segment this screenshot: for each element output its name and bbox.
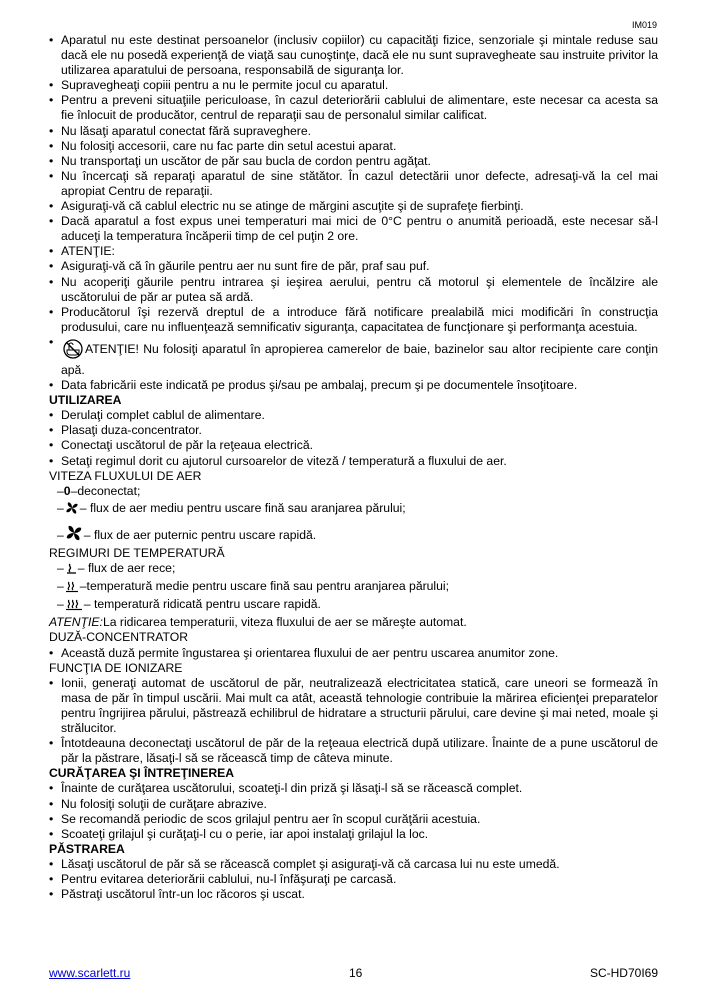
cleaning-item: • Înainte de curăţarea uscătorului, scoateţi-l din priză şi lăsaţi-l să se răcească complet.: [49, 781, 658, 796]
safety-item: • Dacă aparatul a fost expus unei temperaturi mai mici de 0°C pentru o anumită perioadă, este necesar să-l aduceţi la temperatura încăperii timp de cel puţin 2 ore.: [49, 214, 658, 244]
no-water-bath-icon: [61, 339, 85, 363]
safety-item: • Nu folosiţi accesorii, care nu fac parte din setul acestui aparat.: [49, 139, 658, 154]
temperature-cold-text: – flux de aer rece;: [77, 561, 176, 576]
storage-item: • Păstraţi uscătorul într-un loc răcoros şi uscat.: [49, 887, 658, 902]
model-number: SC-HD70I69: [589, 966, 658, 980]
fan-large-icon: [65, 524, 83, 546]
safety-item: • Pentru a preveni situaţiile periculoase, în cazul deteriorării cablului de alimentare, este necesar ca acesta sa fie înlocuit de producător, centrul de reparaţii sau de personalul similar calificat.: [49, 93, 658, 123]
dash: –: [57, 500, 64, 515]
storage-item: • Lăsaţi uscătorul de păr să se răcească complet şi asiguraţi-vă că carcasa lui nu este umedă.: [49, 857, 658, 872]
ionization-item: • Ionii, generaţi automat de uscătorul de păr, neutralizează electricitatea statică, care uneori se formează în masa de păr în timpul uscării. Mai mult ca atât, această tehnologie contribuie la mărirea eficienţei preparatelor pentru îngrijirea părului, păstrează echilibrul de hidratare a structurii părului, care devine şi mai neted, moale şi strălucitor.: [49, 676, 658, 736]
concentrator-heading: DUZĂ-CONCENTRATOR: [49, 630, 189, 645]
safety-item: • Asiguraţi-vă că cablul electric nu se atinge de mărgini ascuţite şi de suprafeţe fierbinţi.: [49, 199, 658, 214]
airflow-strong-line: [49, 524, 658, 546]
high-heat-icon: [65, 599, 83, 615]
dash: –: [57, 527, 64, 542]
usage-item: • Setaţi regimul dorit cu ajutorul cursoarelor de viteză / temperatură a fluxului de aer.: [49, 454, 658, 469]
safety-item: • Nu lăsaţi aparatul conectat fără supraveghere.: [49, 124, 658, 139]
temperature-heading: REGIMURI DE TEMPERATURĂ: [49, 546, 225, 560]
safety-list: [49, 33, 658, 335]
manufacture-date-item: • Data fabricării este indicată pe produs şi/sau pe ambalaj, precum şi pe documentele însoţitoare.: [49, 378, 658, 393]
water-warning-text: ATENŢIE! Nu folosiţi aparatul în apropierea camerelor de baie, bazinelor sau altor recipiente care conţin apă.: [61, 341, 658, 377]
safety-item: • Nu încercaţi să reparaţi aparatul de sine stătător. În cazul detectării unor defecte, adresaţi-vă la cel mai apropiat Centru de reparaţii.: [49, 169, 658, 199]
safety-item: • Aparatul nu este destinat persoanelor (inclusiv copiilor) cu capacităţi fizice, senzoriale şi mintale reduse sau dacă ele nu posedă experienţă de viaţă sau cunoştinţe, dacă ele nu sunt supravegheate sau instruite privitor la utilizarea aparatului de persoana, responsabilă de siguranţa lor.: [49, 33, 658, 78]
cleaning-item: • Se recomandă periodic de scos grilajul pentru aer în scopul curăţării acestuia.: [49, 812, 658, 827]
fan-icon: [65, 501, 79, 519]
safety-item: • Nu transportaţi un uscător de păr sau bucla de cordon pentru agăţat.: [49, 154, 658, 169]
storage-heading: PĂSTRAREA: [49, 841, 125, 856]
usage-heading: UTILIZAREA: [49, 393, 122, 408]
concentrator-item: • Această duză permite îngustarea şi orientarea fluxului de aer pentru uscarea anumitor zone.: [49, 646, 658, 661]
safety-item: • ATENŢIE:: [49, 244, 658, 259]
attention-note: [49, 615, 658, 630]
model-code-top: IM019: [631, 20, 657, 30]
ionization-heading: FUNCŢIA DE IONIZARE: [49, 660, 183, 675]
airflow-heading: VITEZA FLUXULUI DE AER: [49, 468, 202, 483]
page-number: 16: [349, 966, 363, 980]
dash: –: [57, 579, 64, 594]
dash: –: [57, 561, 64, 576]
safety-item: • Supravegheaţi copiii pentru a nu le permite jocul cu aparatul.: [49, 78, 658, 93]
storage-item: • Pentru evitarea deteriorării cablului, nu-l înfăşuraţi pe carcasă.: [49, 872, 658, 887]
cold-air-icon: [65, 563, 77, 579]
usage-item: • Conectaţi uscătorul de păr la reţeaua electrică.: [49, 438, 658, 453]
website-link[interactable]: www.scarlett.ru: [49, 966, 131, 980]
zero-symbol: 0: [63, 483, 71, 498]
airflow-off-line: [49, 484, 658, 499]
airflow-off-text: –deconectat;: [70, 483, 141, 498]
temperature-medium-text: –temperatură medie pentru uscare fină sau pentru aranjarea părului;: [79, 579, 450, 594]
dash: –: [57, 597, 64, 612]
airflow-strong-text: – flux de aer puternic pentru uscare rapidă.: [83, 527, 317, 542]
temperature-high-line: [49, 597, 658, 615]
safety-item: • Asiguraţi-vă că în găurile pentru aer nu sunt fire de păr, praf sau puf.: [49, 259, 658, 274]
temperature-medium-line: [49, 579, 658, 597]
temperature-high-text: – temperatură ridicată pentru uscare rapidă.: [83, 597, 321, 612]
airflow-medium-text: – flux de aer mediu pentru uscare fină sau aranjarea părului;: [79, 500, 406, 515]
ionization-item: • Întotdeauna deconectaţi uscătorul de păr de la reţeaua electrică după utilizare. Înainte de a pune uscătorul de păr la păstrare, lăsaţi-l să se răcească timp de câteva minute.: [49, 736, 658, 766]
cleaning-item: • Nu folosiţi soluţii de curăţare abrazive.: [49, 797, 658, 812]
safety-item: • Producătorul îşi rezervă dreptul de a introduce fără notificare prealabilă mici modificări în construcţia produsului, care nu influenţează semnificativ siguranţa, capacitatea de funcţionare şi performanţa acestuia.: [49, 305, 658, 335]
airflow-medium-line: [49, 501, 658, 519]
safety-item: • Nu acoperiţi găurile pentru intrarea şi ieşirea aerului, pentru că motorul şi elementele de încălzire ale uscătorului de păr ar putea să ardă.: [49, 275, 658, 305]
cleaning-heading: CURĂŢAREA ŞI ÎNTREŢINEREA: [49, 766, 235, 781]
attention-text: La ridicarea temperaturii, viteza fluxului de aer se măreşte automat.: [102, 615, 467, 630]
water-warning-item: [49, 335, 658, 378]
cleaning-item: • Scoateţi grilajul şi curăţaţi-l cu o perie, iar apoi instalaţi grilajul la loc.: [49, 827, 658, 842]
attention-label: ATENŢIE:: [49, 615, 103, 630]
usage-item: • Derulaţi complet cablul de alimentare.: [49, 408, 658, 423]
dash: –: [57, 483, 64, 498]
usage-item: • Plasaţi duza-concentrator.: [49, 423, 658, 438]
temperature-cold-line: [49, 561, 658, 579]
manual-content: [49, 33, 658, 902]
medium-heat-icon: [65, 581, 79, 597]
